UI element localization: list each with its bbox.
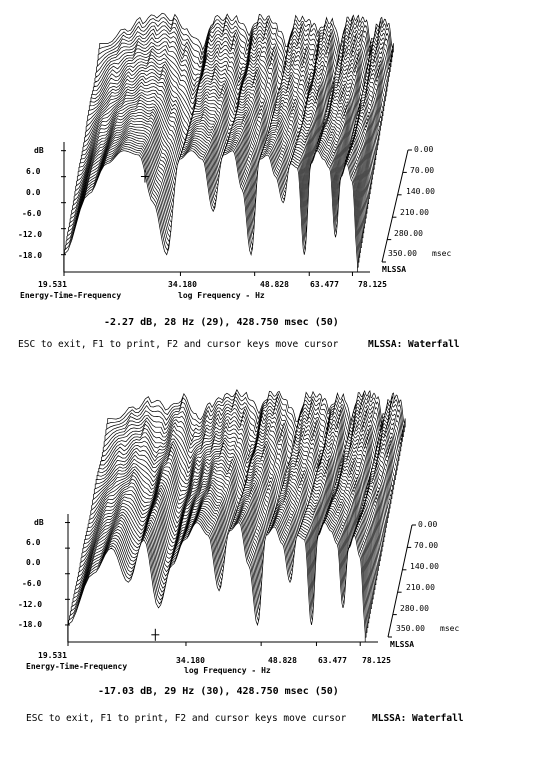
x-tick-label: 19.531 xyxy=(38,651,67,660)
mode-label: MLSSA: Waterfall xyxy=(368,339,460,350)
y-tick-label: -12.0 xyxy=(18,230,43,239)
z-tick-label: 350.00 xyxy=(388,249,417,258)
x-tick-label: 78.125 xyxy=(362,656,391,665)
z-tick-label: 140.00 xyxy=(410,562,439,571)
y-axis-label: dB xyxy=(34,146,44,155)
z-axis-line xyxy=(382,150,408,262)
x-tick-label: 34.180 xyxy=(168,280,197,289)
z-tick-label: 140.00 xyxy=(406,187,435,196)
z-tick-label: 0.00 xyxy=(414,145,434,154)
cursor-readout: -2.27 dB, 28 Hz (29), 428.750 msec (50) xyxy=(104,317,339,328)
mode-label: MLSSA: Waterfall xyxy=(372,713,464,724)
status-hint: ESC to exit, F1 to print, F2 and cursor keys move cursor xyxy=(18,339,339,350)
mlssa-corner-label: MLSSA xyxy=(390,640,415,649)
mlssa-corner-label: MLSSA xyxy=(382,265,407,274)
y-tick-label: -18.0 xyxy=(18,251,43,260)
y-tick-label: -6.0 xyxy=(22,209,42,218)
y-tick-label: 0.0 xyxy=(26,558,41,567)
z-unit-label: msec xyxy=(432,249,452,258)
y-tick-label: -12.0 xyxy=(18,600,43,609)
z-tick-label: 350.00 xyxy=(396,624,425,633)
cursor-readout: -17.03 dB, 29 Hz (30), 428.750 msec (50) xyxy=(98,686,339,697)
x-tick-label: 48.828 xyxy=(268,656,297,665)
y-axis-label: dB xyxy=(34,518,44,527)
waterfall-plot-bottom xyxy=(0,387,546,687)
z-unit-label: msec xyxy=(440,624,460,633)
z-tick-label: 210.00 xyxy=(400,208,429,217)
waterfall-panel-bottom xyxy=(0,387,546,774)
x-tick-label: 63.477 xyxy=(318,656,347,665)
x-tick-label: 78.125 xyxy=(358,280,387,289)
x-tick-label: 19.531 xyxy=(38,280,67,289)
x-axis-label: log Frequency - Hz xyxy=(178,291,265,300)
x-tick-label: 63.477 xyxy=(310,280,339,289)
z-tick-label: 210.00 xyxy=(406,583,435,592)
waterfall-plot-top xyxy=(0,0,546,300)
status-hint: ESC to exit, F1 to print, F2 and cursor keys move cursor xyxy=(26,713,347,724)
y-tick-label: 6.0 xyxy=(26,538,41,547)
x-tick-label: 48.828 xyxy=(260,280,289,289)
z-tick-label: 280.00 xyxy=(400,604,429,613)
z-axis-line xyxy=(388,525,412,637)
z-tick-label: 70.00 xyxy=(414,541,439,550)
z-tick-label: 0.00 xyxy=(418,520,438,529)
y-tick-label: -18.0 xyxy=(18,620,43,629)
z-tick-label: 280.00 xyxy=(394,229,423,238)
z-tick-label: 70.00 xyxy=(410,166,435,175)
x-tick-label: 34.180 xyxy=(176,656,205,665)
y-tick-label: 6.0 xyxy=(26,167,41,176)
chart-title: Energy-Time-Frequency xyxy=(20,291,122,300)
y-tick-label: -6.0 xyxy=(22,579,42,588)
chart-title: Energy-Time-Frequency xyxy=(26,662,128,671)
y-tick-label: 0.0 xyxy=(26,188,41,197)
x-axis-label: log Frequency - Hz xyxy=(184,666,271,675)
